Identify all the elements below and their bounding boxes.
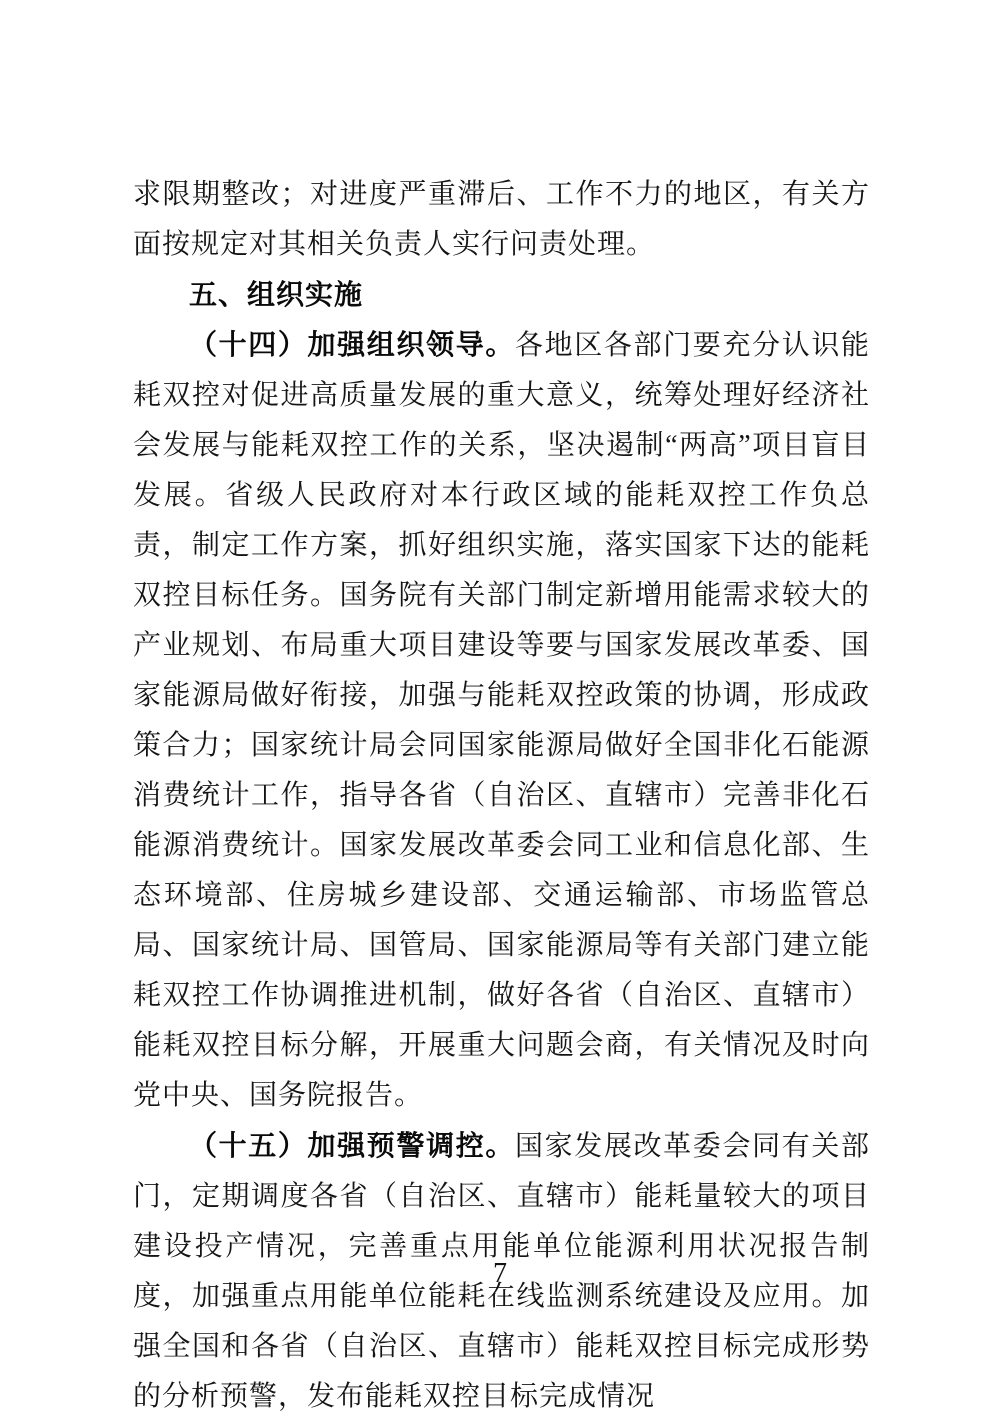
document-content (133, 170, 870, 1414)
section-heading: 五、组织实施 (189, 279, 364, 310)
clause-15-body: 国家发展改革委会同有关部门，定期调度各省（自治区、直辖市）能耗量较大的项目建设投产情况，完善重点用能单位能源利用状况报告制度，加强重点用能单位能耗在线监测系统建设及应用。加强全国和各省（自治区、直辖市）能耗双控目标完成形势的分析预警，发布能耗双控目标完成情况 (133, 1131, 870, 1412)
clause-14-paragraph (133, 320, 870, 1121)
clause-14-body: 各地区各部门要充分认识能耗双控对促进高质量发展的重大意义，统筹处理好经济社会发展与能耗双控工作的关系，坚决遏制“两高”项目盲目发展。省级人民政府对本行政区域的能耗双控工作负总责，制定工作方案，抓好组织实施，落实国家下达的能耗双控目标任务。国务院有关部门制定新增用能需求较大的产业规划、布局重大项目建设等要与国家发展改革委、国家能源局做好衔接，加强与能耗双控政策的协调，形成政策合力；国家统计局会同国家能源局做好全国非化石能源消费统计工作，指导各省（自治区、直辖市）完善非化石能源消费统计。国家发展改革委会同工业和信息化部、生态环境部、住房城乡建设部、交通运输部、市场监管总局、国家统计局、国管局、国家能源局等有关部门建立能耗双控工作协调推进机制，做好各省（自治区、直辖市）能耗双控目标分解，开展重大问题会商，有关情况及时向党中央、国务院报告。 (133, 330, 870, 1111)
clause-15-title: （十五）加强预警调控。 (189, 1130, 515, 1161)
continuation-paragraph: 求限期整改；对进度严重滞后、工作不力的地区，有关方面按规定对其相关负责人实行问责处理。 (133, 179, 870, 260)
page-number: 7 (493, 1258, 507, 1289)
clause-14-title: （十四）加强组织领导。 (189, 329, 515, 360)
